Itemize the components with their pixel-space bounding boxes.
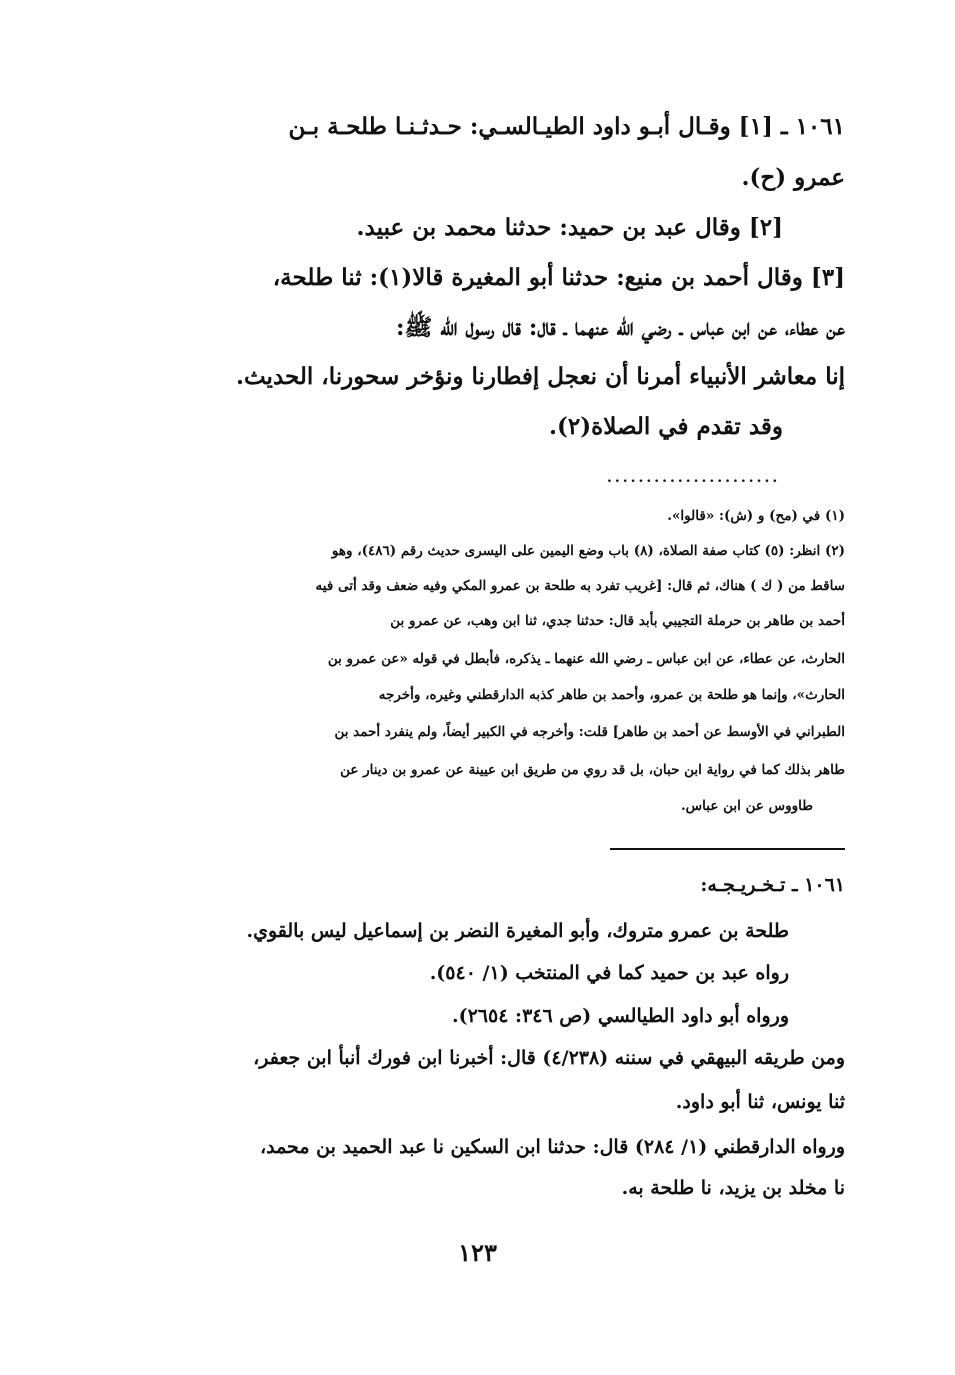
takhrij-line: ومن طريقه البيهقي في سننه (٤/٢٣٨) قال: أخبرنا ابن فورك أنبأ ابن جعفر، xyxy=(253,1047,845,1069)
takhrij-line: طلحة بن عمرو متروك، وأبو المغيرة النضر بن إسماعيل ليس بالقوي. xyxy=(246,920,789,942)
section-divider xyxy=(610,848,845,850)
footnote-line: الحارث، عن عطاء، عن ابن عباس ـ رضي الله عنهما ـ يذكره، فأبطل في قوله «عن عمرو بن xyxy=(327,651,845,667)
footnote-line: الطبراني في الأوسط عن أحمد بن طاهر] قلت: وأخرجه في الكبير أيضاً، ولم ينفرد أحمد بن xyxy=(334,724,845,740)
page-number: ١٢٣ xyxy=(458,1238,497,1267)
hadith-line: إنا معاشر الأنبياء أمرنا أن نعجل إفطارنا ونؤخر سحورنا، الحديث. xyxy=(235,363,845,390)
footnote-line: ساقط من ( ك ) هناك، ثم قال: [غريب تفرد به طلحة بن عمرو المكي وفيه ضعف وقد أتى فيه xyxy=(315,578,845,594)
footnote-line: (١) في (مح) و (ش): «قالوا». xyxy=(667,508,845,524)
footnote-line: (٢) انظر: (٥) كتاب صفة الصلاة، (٨) باب وضع اليمين على اليسرى حديث رقم (٤٨٦)، وهو xyxy=(331,543,845,559)
footnote-line: الحارث»، وإنما هو طلحة بن عمرو، وأحمد بن طاهر كذبه الدارقطني وغيره، وأخرجه xyxy=(378,687,845,703)
takhrij-heading: ١٠٦١ ـ تـخـريـجـه: xyxy=(700,874,845,896)
footnote-line: أحمد بن طاهر بن حرملة التجيبي بأبد قال: حدثنا جدي، ثنا ابن وهب، عن عمرو بن xyxy=(390,613,845,629)
takhrij-line: ورواه أبو داود الطيالسي (ص ٣٤٦: ٢٦٥٤). xyxy=(451,1005,789,1027)
hadith-line: عمرو (ح). xyxy=(741,164,845,191)
takhrij-line: نا مخلد بن يزيد، نا طلحة به. xyxy=(621,1177,845,1199)
hadith-line: [٢] وقال عبد بن حميد: حدثنا محمد بن عبيد. xyxy=(356,214,783,241)
takhrij-line: ورواه الدارقطني (١/ ٢٨٤) قال: حدثنا ابن السكين نا عبد الحميد بن محمد، xyxy=(259,1136,845,1158)
footnote-line: طاهر بذلك كما في رواية ابن حبان، بل قد روي من طريق ابن عيينة عن عمرو بن دينار عن xyxy=(340,762,845,778)
takhrij-line: رواه عبد بن حميد كما في المنتخب (١/ ٥٤٠). xyxy=(429,962,789,984)
footnote-separator: ...................... xyxy=(607,470,781,486)
hadith-line: وقد تقدم في الصلاة(٢). xyxy=(549,413,783,440)
hadith-line: ١٠٦١ ـ [١] وقـال أبـو داود الطيـالسـي: حـدثـنـا طلحـة بـن xyxy=(288,113,845,140)
hadith-line: عن عطاء، عن ابن عباس ـ رضي الله عنهما ـ قال: قال رسول الله ﷺ: xyxy=(395,314,845,341)
takhrij-line: ثنا يونس، ثنا أبو داود. xyxy=(675,1091,845,1113)
hadith-line: [٣] وقال أحمد بن منيع: حدثنا أبو المغيرة قالا(١): ثنا طلحة، xyxy=(272,264,845,291)
footnote-line: طاووس عن ابن عباس. xyxy=(680,798,813,814)
